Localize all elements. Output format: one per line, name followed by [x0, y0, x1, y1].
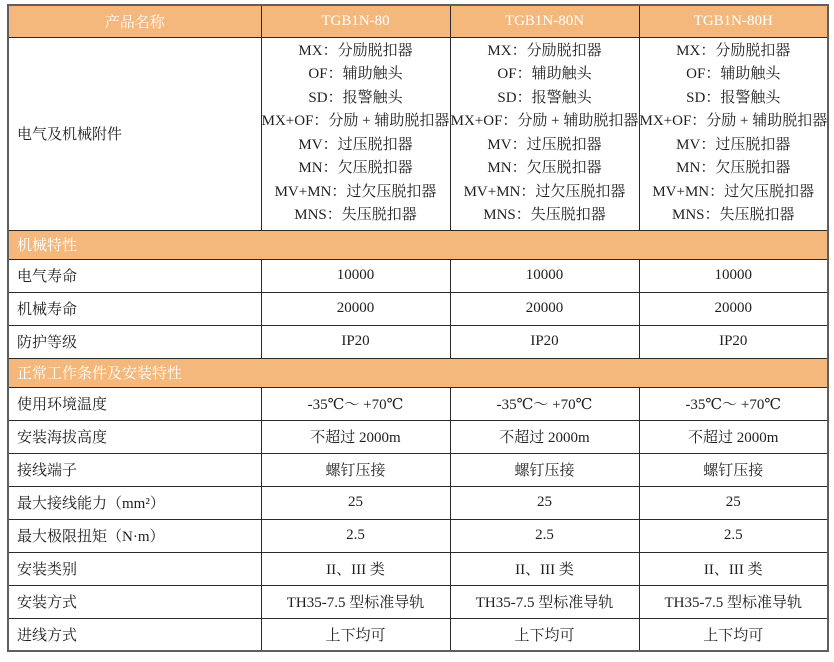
row-label: 进线方式 [8, 618, 261, 651]
value-cell: 25 [261, 486, 450, 519]
product-name-header-cell: 产品名称 [8, 5, 261, 37]
accessory-line: MX：分励脱扣器 [487, 42, 602, 59]
value-cell: 2.5 [261, 519, 450, 552]
row-label-accessories: 电气及机械附件 [8, 37, 261, 230]
product-column-header-tgb1n-80: TGB1N-80 [261, 5, 450, 37]
product-column-header-tgb1n-80h: TGB1N-80H [639, 5, 828, 37]
value-cell: 不超过 2000m [450, 420, 639, 453]
section-header-mechanical [8, 230, 828, 259]
value-cell: 2.5 [639, 519, 828, 552]
value-cell: 10000 [639, 259, 828, 292]
accessory-line: MV+MN：过欠压脱扣器 [652, 183, 815, 200]
accessories-cell-col1 [261, 37, 450, 230]
row-label: 安装类别 [8, 552, 261, 585]
table-row-ambient-temperature [8, 387, 828, 420]
value-cell: 10000 [261, 259, 450, 292]
row-label: 最大接线能力（mm²） [8, 486, 261, 519]
row-label: 接线端子 [8, 453, 261, 486]
accessory-line: SD：报警触头 [686, 89, 781, 106]
value-cell: -35℃～ +70℃ [261, 387, 450, 420]
table-row-max-torque [8, 519, 828, 552]
value-cell: 25 [450, 486, 639, 519]
value-cell: 不超过 2000m [639, 420, 828, 453]
value-cell: 螺钉压接 [450, 453, 639, 486]
accessory-line: MX+OF：分励 + 辅助脱扣器 [450, 113, 639, 129]
accessory-line: MNS：失压脱扣器 [483, 207, 606, 223]
row-label: 最大极限扭矩（N·m） [8, 519, 261, 552]
section-header-operating-conditions [8, 358, 828, 387]
accessories-cell-col2 [450, 37, 639, 230]
accessory-line: OF：辅助触头 [686, 66, 781, 82]
value-cell: 2.5 [450, 519, 639, 552]
value-cell: 上下均可 [450, 618, 639, 651]
accessory-line: OF：辅助触头 [497, 66, 592, 82]
value-cell: 10000 [450, 259, 639, 292]
table-row-installation-altitude [8, 420, 828, 453]
value-cell: TH35-7.5 型标准导轨 [261, 585, 450, 618]
table-row-mounting-method [8, 585, 828, 618]
accessory-line: MV+MN：过欠压脱扣器 [463, 183, 626, 200]
accessory-line: SD：报警触头 [308, 89, 403, 106]
value-cell: -35℃～ +70℃ [639, 387, 828, 420]
value-cell: 螺钉压接 [261, 453, 450, 486]
accessory-line: MN：欠压脱扣器 [298, 160, 413, 176]
table-row-electrical-life [8, 259, 828, 292]
product-column-header-tgb1n-80n: TGB1N-80N [450, 5, 639, 37]
table-row-max-wiring-capacity [8, 486, 828, 519]
table-row-protection-rating [8, 325, 828, 358]
table-row-incoming-line [8, 618, 828, 651]
accessory-line: MNS：失压脱扣器 [294, 207, 417, 223]
accessory-line: MN：欠压脱扣器 [487, 160, 602, 176]
value-cell: 螺钉压接 [639, 453, 828, 486]
accessories-cell-col3 [639, 37, 828, 230]
table-header-row [8, 5, 828, 37]
value-cell: IP20 [450, 325, 639, 358]
value-cell: II、III 类 [639, 552, 828, 585]
value-cell: 20000 [450, 292, 639, 325]
value-cell: 上下均可 [261, 618, 450, 651]
accessory-line: MV+MN：过欠压脱扣器 [274, 183, 437, 200]
value-cell: II、III 类 [261, 552, 450, 585]
row-label: 防护等级 [8, 325, 261, 358]
row-label: 安装海拔高度 [8, 420, 261, 453]
table-row-installation-category [8, 552, 828, 585]
value-cell: 不超过 2000m [261, 420, 450, 453]
table-row-mechanical-life [8, 292, 828, 325]
value-cell: IP20 [639, 325, 828, 358]
accessory-line: MV：过压脱扣器 [676, 136, 791, 153]
value-cell: 上下均可 [639, 618, 828, 651]
value-cell: II、III 类 [450, 552, 639, 585]
accessory-line: MX：分励脱扣器 [676, 42, 791, 59]
value-cell: 20000 [261, 292, 450, 325]
section-title: 机械特性 [8, 230, 828, 259]
accessories-row [8, 37, 828, 230]
accessory-line: MNS：失压脱扣器 [671, 207, 795, 223]
accessory-line: OF：辅助触头 [308, 66, 403, 82]
value-cell: -35℃～ +70℃ [450, 387, 639, 420]
accessory-line: MX+OF：分励 + 辅助脱扣器 [261, 113, 450, 129]
section-title: 正常工作条件及安装特性 [8, 358, 828, 387]
row-label: 使用环境温度 [8, 387, 261, 420]
row-label: 电气寿命 [8, 259, 261, 292]
value-cell: 25 [639, 486, 828, 519]
product-spec-table [7, 4, 829, 652]
row-label: 安装方式 [8, 585, 261, 618]
accessory-line: MV：过压脱扣器 [298, 136, 413, 153]
value-cell: TH35-7.5 型标准导轨 [450, 585, 639, 618]
value-cell: IP20 [261, 325, 450, 358]
accessory-line: MN：欠压脱扣器 [676, 160, 791, 176]
accessory-line: SD：报警触头 [497, 89, 592, 106]
table-row-wiring-terminal [8, 453, 828, 486]
row-label: 机械寿命 [8, 292, 261, 325]
accessory-line: MX+OF：分励 + 辅助脱扣器 [639, 113, 828, 129]
value-cell: 20000 [639, 292, 828, 325]
value-cell: TH35-7.5 型标准导轨 [639, 585, 828, 618]
accessory-line: MX：分励脱扣器 [298, 42, 413, 59]
accessory-line: MV：过压脱扣器 [487, 136, 602, 153]
